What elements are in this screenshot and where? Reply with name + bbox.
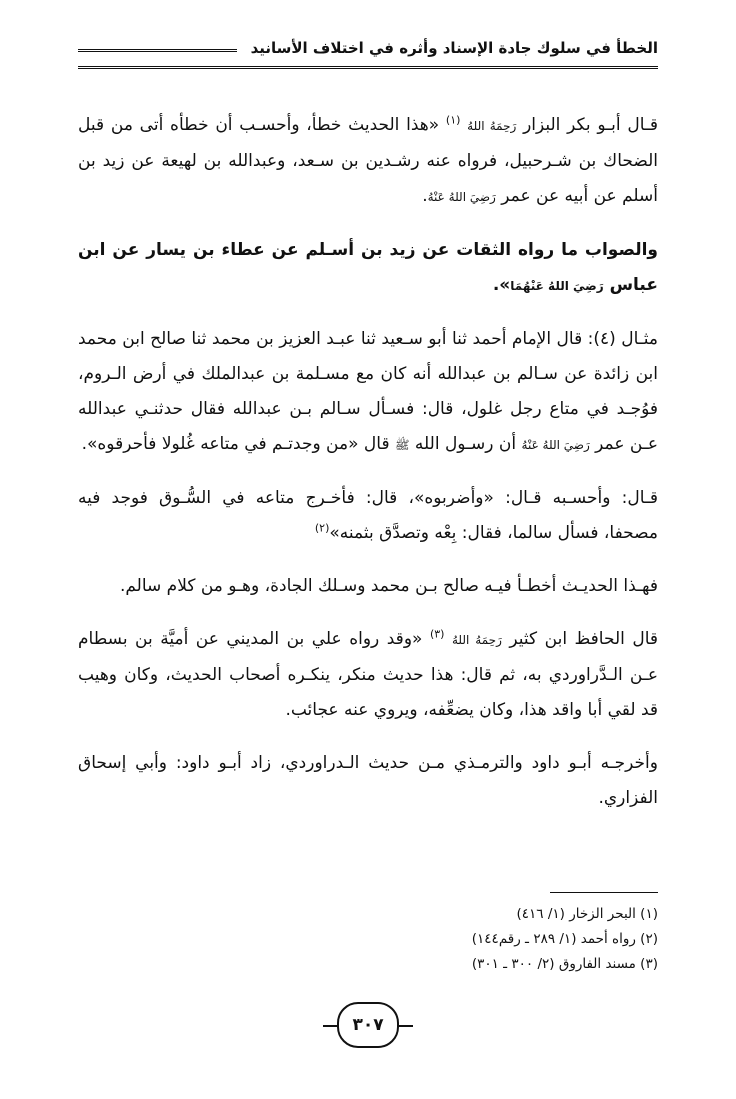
honorific: رَحِمَهُ اللهُ bbox=[467, 119, 517, 133]
footnote-divider bbox=[550, 892, 658, 893]
honorific: رَضِيَ اللهُ عَنْهُمَا bbox=[510, 279, 604, 293]
running-header-title: الخطأ في سلوك جادة الإسناد وأثره في اختلاف الأسانيد bbox=[250, 39, 658, 57]
honorific: رَحِمَهُ اللهُ bbox=[451, 633, 502, 647]
main-text bbox=[78, 108, 658, 834]
paragraph-3: مثـال (٤): قال الإمام أحمد ثنا أبو سـعيد ثنا عبـد العزيز بن محمد ثنا صالح ابن محمد ابن زائدة عن سـالم بن عبدالله أنه كان مع مسـلمة بن عبدالملك في أرض الـروم، فوُجـد في متاع رجل غلول، قال: فسـأل سـالم بـن عبدالله فقال حدثنـي عبدالله عـن عمر رَضِيَ اللهُ عَنْهُ أن رسـول الله ﷺ قال «من وجدتـم في متاعه غُلولا فأحرقوه». bbox=[78, 329, 658, 454]
footnote-ref-1[interactable]: (١) bbox=[445, 113, 461, 127]
paragraph-5: فهـذا الحديـث أخطـأ فيـه صالح بـن محمد وسـلك الجادة، وهـو من كلام سالم. bbox=[119, 576, 658, 596]
footnote-ref-3[interactable]: (٣) bbox=[429, 627, 445, 641]
footnote-2: (٢) رواه أحمد (١/ ٢٨٩ ـ رقم١٤٤) bbox=[471, 931, 658, 947]
paragraph-7: وأخرجـه أبـو داود والترمـذي مـن حديث الـدراوردي، زاد أبـو داود: وأبي إسحاق الفزاري. bbox=[78, 753, 658, 808]
paragraph-2: والصواب ما رواه الثقات عن زيد بن أسـلم عن عطاء بن يسار عن ابن عباس رَضِيَ اللهُ عَنْهُمَا». bbox=[78, 240, 658, 295]
page-number-ornament bbox=[337, 1002, 399, 1048]
footnote-ref-2[interactable]: (٢) bbox=[314, 521, 330, 535]
page-number: ٣٠٧ bbox=[337, 1002, 399, 1048]
paragraph-4: قـال: وأحسـبه قـال: «وأضربوه»، قال: فأخـرج متاعه في السُّـوق فوجد فيه مصحفا، فسأل سالما، فقال: بِعْه وتصدَّق بثمنه»$^{(٢)}$ bbox=[78, 488, 658, 543]
footnotes bbox=[78, 902, 658, 977]
footnote-3: (٣) مسند الفاروق (٢/ ٣٠٠ ـ ٣٠١) bbox=[471, 956, 658, 972]
footnote-1: (١) البحر الزخار (١/ ٤١٦) bbox=[516, 906, 658, 922]
honorific: ﷺ bbox=[394, 438, 410, 452]
honorific: رَضِيَ اللهُ عَنْهُ bbox=[521, 438, 590, 452]
honorific: رَضِيَ اللهُ عَنْهُ bbox=[427, 190, 496, 204]
paragraph-1: قـال أبـو بكر البزار رَحِمَهُ اللهُ $^{(١)}$ «هذا الحديث خطأ، وأحسـب أن خطأه أتى من قبل الضحاك بن شـرحبيل، فرواه عنه رشـدين بن سـعد، وعبدالله بن لهيعة عن زيد بن أسلم عن أبيه عن عمر رَضِيَ اللهُ عَنْهُ. bbox=[78, 113, 658, 206]
header-ornament-rule bbox=[78, 49, 237, 52]
paragraph-6: قال الحافظ ابن كثير رَحِمَهُ اللهُ $^{(٣)}$ «وقد رواه علي بن المديني عن أميَّة بن بسطام عـن الـدَّراوردي به، ثم قال: هذا حديث منكر، ينكـره أصحاب الحديث، وكان وهيب قد لقي أبا واقد هذا، وكان يضعِّفه، ويروي عنه عجائب. bbox=[78, 627, 659, 720]
running-header bbox=[78, 30, 658, 69]
